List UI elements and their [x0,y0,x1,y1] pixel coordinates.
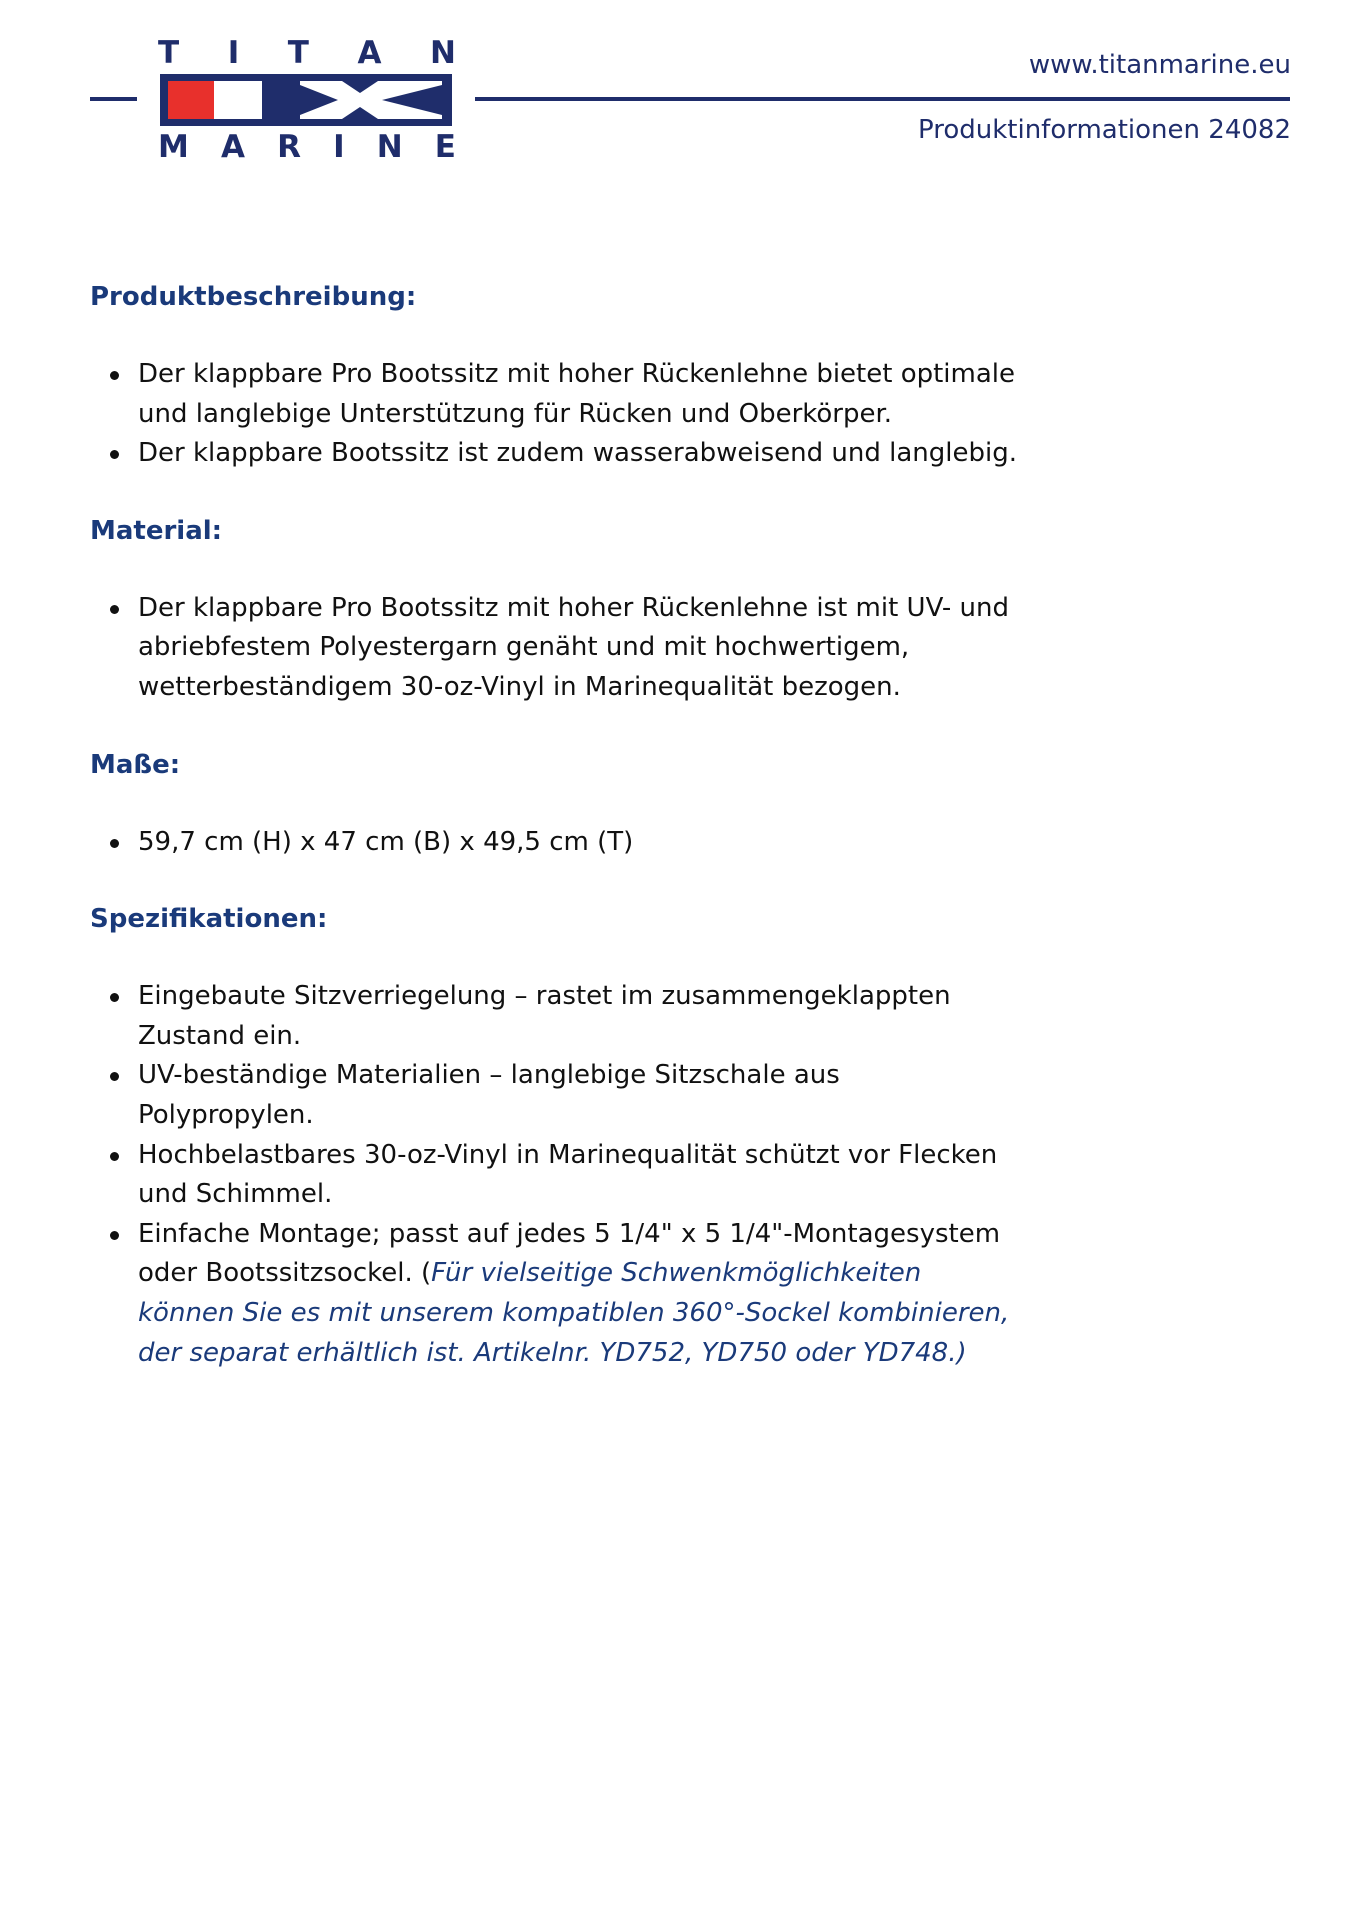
section-dimensions [90,746,1020,863]
list-item [90,1215,1020,1373]
bullet-list [90,589,1020,708]
logo-letter: A [357,35,382,71]
section-specifications [90,900,1020,1373]
titan-marine-logo [158,35,456,165]
section-heading: Material: [90,515,223,546]
compatibility-note: Für vielseitige Schwenkmöglichkeiten können Sie es mit unserem kompatiblen 360°-Sockel kombinieren, der separat erhältlich ist. Artikelnr. YD752, YD750 oder YD748.) [138,1258,1010,1368]
document-id: Produktinformationen 24082 [918,115,1291,145]
bullet-icon [110,993,119,1002]
section-heading: Maße: [90,749,181,780]
logo-letter: N [376,129,403,165]
section-heading: Produktbeschreibung: [90,282,417,312]
logo-letter: A [220,129,245,165]
section-heading: Spezifikationen: [90,904,328,935]
logo-word-marine [158,129,456,165]
section-description [90,278,1020,474]
list-item [90,823,1020,863]
list-item-text: Einfache Montage; passt auf jedes 5 1/4" x 5 1/4"-Montagesystem oder Bootssitzsockel. ( [138,1218,1001,1289]
logo-letter: N [430,35,456,71]
list-item [90,977,1020,1056]
list-item-text: Der klappbare Pro Bootssitz mit hoher Rückenlehne ist mit UV- und abriebfestem Polyestergarn genäht und mit hochwertigem, wetterbeständigem 30-oz-Vinyl in Marinequalität bezogen. [138,592,1009,702]
bullet-icon [110,1072,119,1081]
bullet-icon [110,450,119,459]
bullet-icon [110,1231,119,1240]
list-item-text: 59,7 cm (H) x 47 cm (B) x 49,5 cm (T) [138,826,634,857]
logo-letter: E [434,129,456,165]
list-item [90,355,1020,434]
logo-letter: I [227,35,240,71]
list-item [90,1056,1020,1135]
list-item-text: Eingebaute Sitzverriegelung – rastet im zusammengeklappten Zustand ein. [138,981,951,1051]
logo-letter: T [287,35,309,71]
bullet-icon [110,839,119,848]
list-item [90,589,1020,708]
bullet-icon [110,605,119,614]
logo-word-titan [158,35,456,71]
list-item [90,434,1020,474]
list-item [90,1136,1020,1215]
bullet-icon [110,1152,119,1161]
section-material [90,512,1020,708]
bullet-icon [110,371,119,380]
list-item-text: UV-beständige Materialien – langlebige Sitzschale aus Polypropylen. [138,1060,840,1130]
logo-flag-icon [160,74,452,126]
logo-letter: R [277,129,301,165]
logo-letter: I [333,129,345,165]
header-rule-right [475,97,1290,101]
list-item-text: Der klappbare Bootssitz ist zudem wasserabweisend und langlebig. [138,438,1017,469]
bullet-list [90,823,1020,863]
bullet-list [90,977,1020,1373]
header-rule-left [90,97,137,101]
logo-letter: M [158,129,189,165]
bullet-list [90,355,1020,474]
logo-letter: T [158,35,180,71]
product-info-body [90,278,1020,1411]
website-url[interactable]: www.titanmarine.eu [1028,50,1291,80]
list-item-text: Der klappbare Pro Bootssitz mit hoher Rückenlehne bietet optimale und langlebige Unterstützung für Rücken und Oberkörper. [138,359,1016,429]
list-item-text: Hochbelastbares 30-oz-Vinyl in Marinequalität schützt vor Flecken und Schimmel. [138,1139,998,1210]
